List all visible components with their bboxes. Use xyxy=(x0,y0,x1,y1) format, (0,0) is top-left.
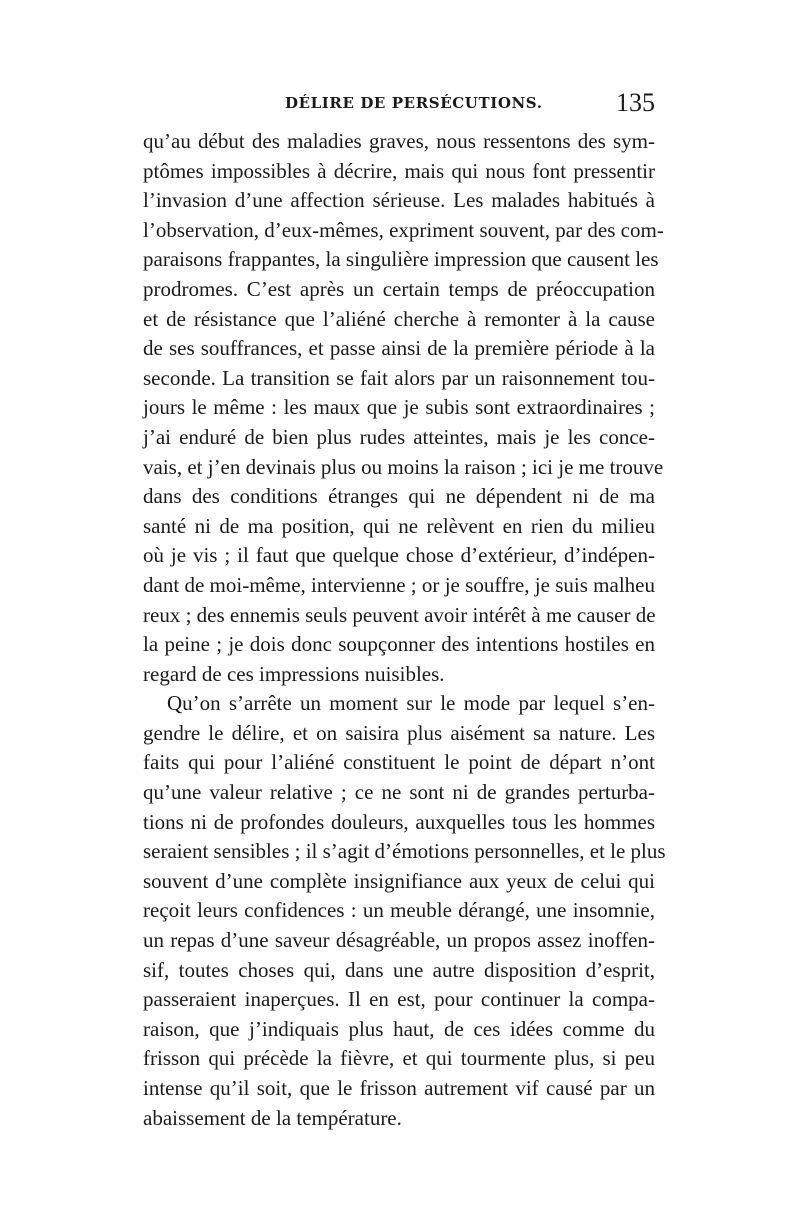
text-line: prodromes. C’est après un certain temps de préoccupation xyxy=(143,276,655,301)
page-number: 135 xyxy=(616,88,655,117)
text-line: vais, et j’en devinais plus ou moins la raison ; ici je me trouve xyxy=(143,454,664,479)
text-line: frisson qui précède la fièvre, et qui tourmente plus, si peu xyxy=(143,1046,655,1071)
text-line: où je vis ; il faut que quelque chose d’extérieur, d’indépen- xyxy=(143,543,655,568)
text-line: regard de ces impressions nuisibles. xyxy=(143,661,445,686)
text-line: seraient sensibles ; il s’agit d’émotions personnelles, et le plus xyxy=(143,839,666,864)
text-line: reçoit leurs confidences : un meuble dérangé, une insomnie, xyxy=(143,898,655,923)
paragraph-2 xyxy=(143,689,666,1133)
text-line: abaissement de la température. xyxy=(143,1105,402,1130)
text-line: faits qui pour l’aliéné constituent le point de départ n’ont xyxy=(143,750,655,775)
text-line: et de résistance que l’aliéné cherche à remonter à la cause xyxy=(143,306,655,331)
text-line: dant de moi-même, intervienne ; or je souffre, je suis malheu xyxy=(143,572,655,597)
text-line: reux ; des ennemis seuls peuvent avoir intérêt à me causer de xyxy=(143,602,656,627)
text-line: gendre le délire, et on saisira plus aisément sa nature. Les xyxy=(143,720,655,745)
text-line: jours le même : les maux que je subis sont extraordinaires ; xyxy=(143,395,655,420)
text-line: dans des conditions étranges qui ne dépendent ni de ma xyxy=(143,484,655,509)
paragraph-1 xyxy=(143,127,664,689)
text-line: j’ai enduré de bien plus rudes atteintes, mais je les conce- xyxy=(143,424,655,449)
text-line: Qu’on s’arrête un moment sur le mode par lequel s’en- xyxy=(167,691,655,716)
text-line: qu’au début des maladies graves, nous ressentons des sym- xyxy=(143,129,655,153)
text-line: l’observation, d’eux-mêmes, expriment souvent, par des com- xyxy=(143,217,664,242)
text-line: souvent d’une complète insignifiance aux yeux de celui qui xyxy=(143,868,655,893)
body-text xyxy=(143,127,666,1133)
text-line: intense qu’il soit, que le frisson autrement vif causé par un xyxy=(143,1076,655,1100)
text-line: de ses souffrances, et passe ainsi de la première période à la xyxy=(143,336,655,361)
text-line: un repas d’une saveur désagréable, un propos assez inoffen- xyxy=(143,928,655,953)
running-head xyxy=(143,88,655,118)
text-line: qu’une valeur relative ; ce ne sont ni de grandes perturba- xyxy=(143,780,655,805)
text-line: l’invasion d’une affection sérieuse. Les malades habitués à xyxy=(143,188,655,213)
text-line: santé ni de ma position, qui ne relèvent en rien du milieu xyxy=(143,513,655,538)
text-line: paraisons frappantes, la singulière impression que causent les xyxy=(143,247,659,272)
text-line: ptômes impossibles à décrire, mais qui nous font pressentir xyxy=(143,158,655,183)
text-line: seconde. La transition se fait alors par un raisonnement tou- xyxy=(143,365,655,390)
text-line: sif, toutes choses qui, dans une autre disposition d’esprit, xyxy=(143,957,655,982)
text-line: la peine ; je dois donc soupçonner des intentions hostiles en xyxy=(143,632,655,657)
text-line: passeraient inaperçues. Il en est, pour continuer la compa- xyxy=(143,987,655,1012)
text-line: tions ni de profondes douleurs, auxquelles tous les hommes xyxy=(143,809,655,834)
text-line: raison, que j’indiquais plus haut, de ces idées comme du xyxy=(143,1016,655,1041)
running-title: DÉLIRE DE PERSÉCUTIONS. xyxy=(285,94,543,112)
